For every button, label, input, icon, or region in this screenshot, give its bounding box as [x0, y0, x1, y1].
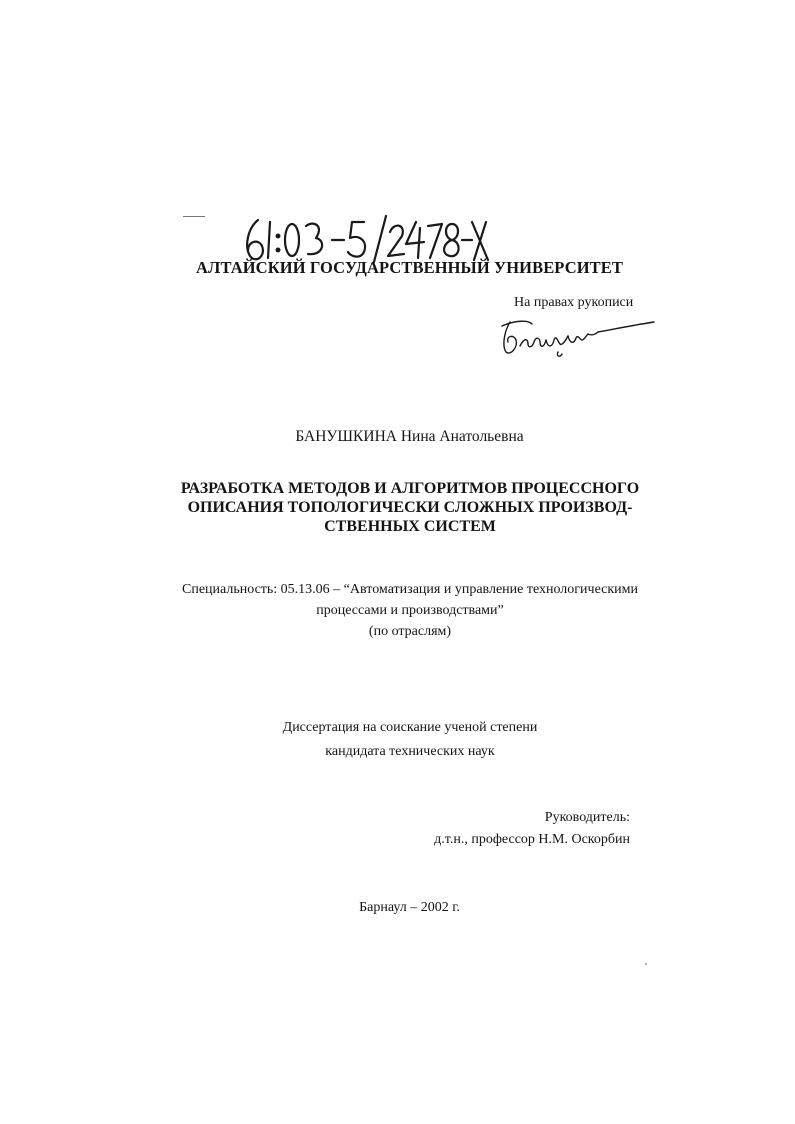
city-year: Барнаул – 2002 г. — [359, 900, 460, 915]
university-name: АЛТАЙСКИЙ ГОСУДАРСТВЕННЫЙ УНИВЕРСИТЕТ — [196, 258, 623, 277]
dissertation-title — [150, 479, 670, 536]
specialty-block — [150, 579, 670, 642]
author-name: БАНУШКИНА Нина Анатольевна — [295, 428, 524, 445]
handwritten-signature — [498, 312, 658, 360]
degree-line: Диссертация на соискание ученой степени — [282, 720, 538, 735]
rights-note: На правах рукописи — [514, 295, 634, 310]
supervisor-label: Руководитель: — [544, 810, 630, 825]
handwritten-catalog-number — [240, 210, 490, 265]
specialty-line: (по отраслям) — [368, 624, 452, 639]
title-line: ОПИСАНИЯ ТОПОЛОГИЧЕСКИ СЛОЖНЫХ ПРОИЗВОД- — [187, 499, 633, 516]
scan-speck — [645, 963, 647, 965]
degree-line: кандидата технических наук — [325, 744, 495, 759]
degree-statement — [150, 716, 670, 764]
title-line: РАЗРАБОТКА МЕТОДОВ И АЛГОРИТМОВ ПРОЦЕССНОГО — [180, 480, 640, 497]
specialty-line: процессами и производствами” — [316, 603, 504, 618]
specialty-line: Специальность: 05.13.06 – “Автоматизация и управление технологическими — [182, 582, 638, 597]
title-line: СТВЕННЫХ СИСТЕМ — [324, 518, 496, 535]
supervisor-name: д.т.н., профессор Н.М. Оскорбин — [434, 832, 630, 847]
scan-mark — [183, 216, 205, 217]
